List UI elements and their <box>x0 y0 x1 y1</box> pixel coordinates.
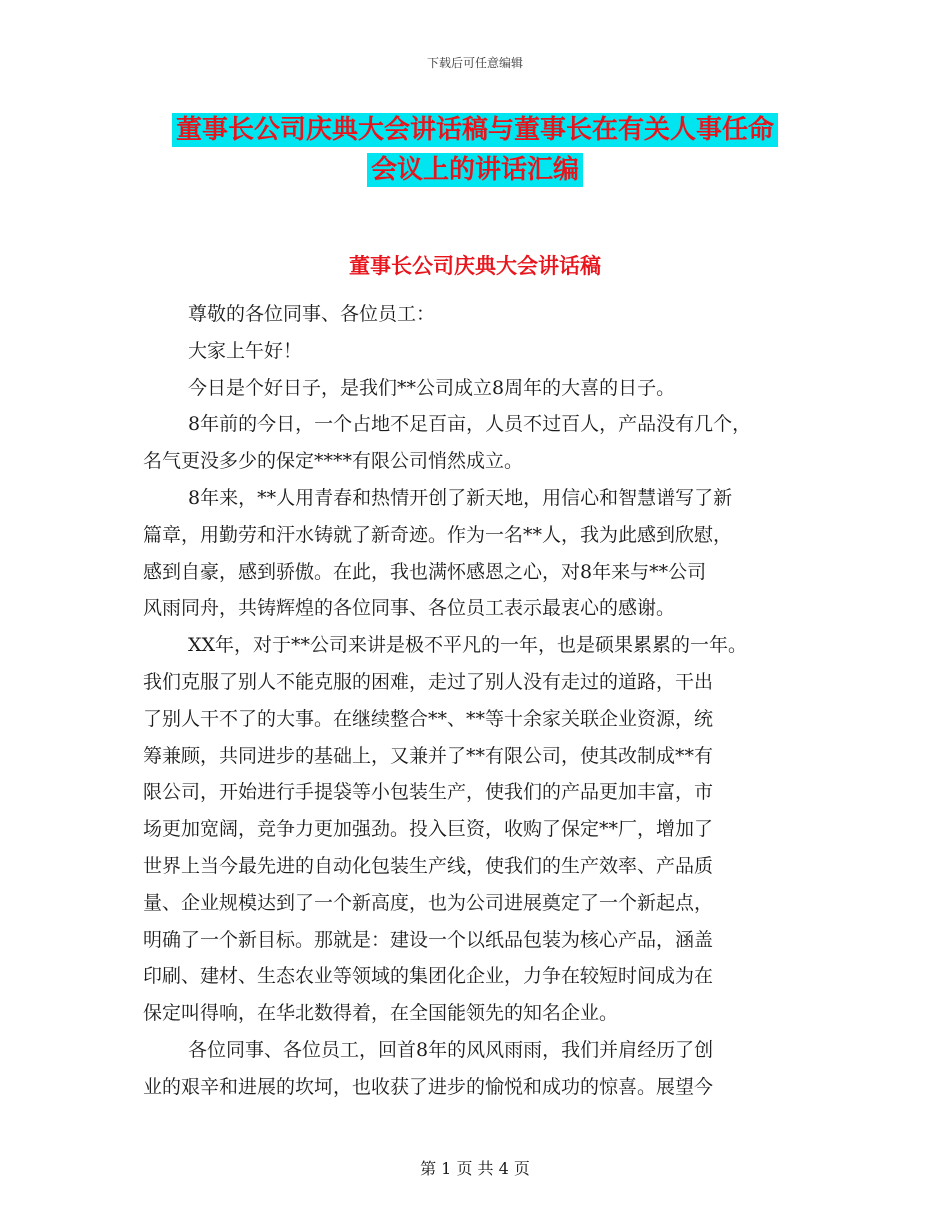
text-line: 风雨同舟，共铸辉煌的各位同事、各位员工表示最衷心的感谢。 <box>143 597 676 620</box>
text-line: 8年来，**人用青春和热情开创了新天地，用信心和智慧谱写了新 <box>188 486 733 509</box>
text-line: 量、企业规模达到了一个新高度，也为公司进展奠定了一个新起点， <box>143 891 714 914</box>
document-title-line-2: 会议上的讲话汇编 <box>367 153 583 187</box>
text-line: 今日是个好日子，是我们**公司成立8周年的大喜的日子。 <box>188 376 676 399</box>
text-line: 限公司，开始进行手提袋等小包装生产，使我们的产品更加丰富，市 <box>143 781 714 804</box>
text-line: 明确了一个新目标。那就是：建设一个以纸品包装为核心产品，涵盖 <box>143 928 714 951</box>
text-line: 大家上午好！ <box>188 339 303 362</box>
text-line: 尊敬的各位同事、各位员工： <box>188 303 436 325</box>
text-line: 我们克服了别人不能克服的困难，走过了别人没有走过的道路，干出 <box>143 670 714 693</box>
page-number-footer: 第 1 页 共 4 页 <box>420 1159 530 1178</box>
text-line: 8年前的今日，一个占地不足百亩，人员不过百人，产品没有几个， <box>188 413 752 436</box>
text-line: 名气更没多少的保定****有限公司悄然成立。 <box>143 450 524 473</box>
text-line: 场更加宽阔，竞争力更加强劲。投入巨资，收购了保定**厂，增加了 <box>143 818 714 841</box>
text-line: 保定叫得响，在华北数得着，在全国能领先的知名企业。 <box>143 1002 619 1025</box>
text-line: 各位同事、各位员工，回首8年的风风雨雨，我们并肩经历了创 <box>188 1038 714 1061</box>
document-title <box>0 110 950 190</box>
text-line: 世界上当今最先进的自动化包装生产线，使我们的生产效率、产品质 <box>143 854 714 877</box>
text-line: XX年，对于**公司来讲是极不平凡的一年，也是硕果累累的一年。 <box>188 634 748 657</box>
text-line: 篇章，用勤劳和汗水铸就了新奇迹。作为一名**人，我为此感到欣慰， <box>143 523 733 546</box>
body-text <box>143 296 823 1106</box>
text-line: 印刷、建材、生态农业等领域的集团化企业，力争在较短时间成为在 <box>143 965 714 988</box>
text-line: 了别人干不了的大事。在继续整合**、**等十余家关联企业资源，统 <box>143 707 714 730</box>
header-note: 下载后可任意编辑 <box>426 56 523 70</box>
text-line: 筹兼顾，共同进步的基础上，又兼并了**有限公司，使其改制成**有 <box>143 744 714 767</box>
text-line: 感到自豪，感到骄傲。在此，我也满怀感恩之心，对8年来与**公司 <box>143 560 707 583</box>
section-title: 董事长公司庆典大会讲话稿 <box>349 253 601 278</box>
text-line: 业的艰辛和进展的坎坷，也收获了进步的愉悦和成功的惊喜。展望今 <box>143 1075 714 1098</box>
document-title-line-1: 董事长公司庆典大会讲话稿与董事长在有关人事任命 <box>172 113 778 147</box>
